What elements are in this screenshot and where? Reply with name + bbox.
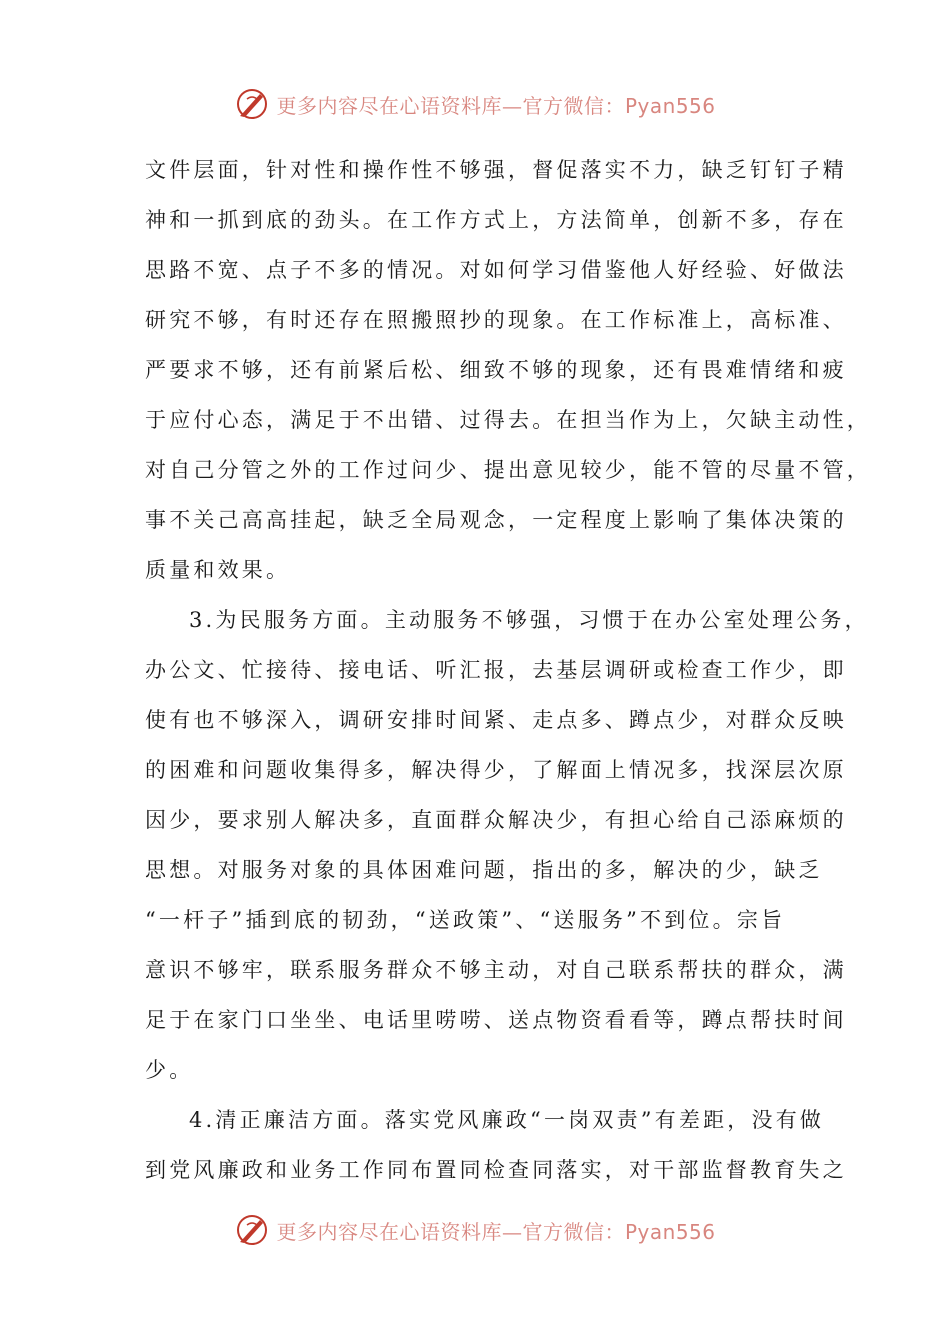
body-line: 办公文、忙接待、接电话、听汇报，去基层调研或检查工作少，即 xyxy=(145,658,847,682)
body-line: 对自己分管之外的工作过问少、提出意见较少，能不管的尽量不管， xyxy=(145,458,871,482)
body-line: 神和一抓到底的劲头。在工作方式上，方法简单，创新不多，存在 xyxy=(145,208,847,232)
body-line: 于应付心态，满足于不出错、过得去。在担当作为上，欠缺主动性， xyxy=(145,408,871,432)
body-line: “一杆子”插到底的韧劲，“送政策”、“送服务”不到位。宗旨 xyxy=(145,908,786,932)
body-line: 的困难和问题收集得多，解决得少，了解面上情况多，找深层次原 xyxy=(145,758,847,782)
body-line: 思想。对服务对象的具体困难问题，指出的多，解决的少，缺乏 xyxy=(145,858,823,882)
body-line: 到党风廉政和业务工作同布置同检查同落实，对干部监督教育失之 xyxy=(145,1158,847,1182)
pen-logo-icon xyxy=(234,1212,270,1248)
footer-banner-text: 更多内容尽在心语资料库—官方微信：Pyan556 xyxy=(276,1219,716,1244)
body-line: 思路不宽、点子不多的情况。对如何学习借鉴他人好经验、好做法 xyxy=(145,258,847,282)
body-line: 研究不够，有时还存在照搬照抄的现象。在工作标准上，高标准、 xyxy=(145,308,847,332)
body-line: 事不关己高高挂起，缺乏全局观念，一定程度上影响了集体决策的 xyxy=(145,508,847,532)
body-line: 意识不够牢，联系服务群众不够主动，对自己联系帮扶的群众，满 xyxy=(145,958,847,982)
header-banner-handle: Pyan556 xyxy=(624,93,716,118)
footer-banner xyxy=(0,1210,950,1250)
section-3-first-line: 3.为民服务方面。主动服务不够强，习惯于在办公室处理公务， xyxy=(189,608,869,632)
body-line: 严要求不够，还有前紧后松、细致不够的现象，还有畏难情绪和疲 xyxy=(145,358,847,382)
footer-banner-handle: Pyan556 xyxy=(624,1219,716,1244)
body-line: 足于在家门口坐坐、电话里唠唠、送点物资看看等，蹲点帮扶时间 xyxy=(145,1008,847,1032)
pen-logo-icon xyxy=(234,86,270,122)
header-banner-text: 更多内容尽在心语资料库—官方微信：Pyan556 xyxy=(276,93,716,118)
body-line: 使有也不够深入，调研安排时间紧、走点多、蹲点少，对群众反映 xyxy=(145,708,847,732)
body-line: 因少，要求别人解决多，直面群众解决少，有担心给自己添麻烦的 xyxy=(145,808,847,832)
body-line: 少。 xyxy=(145,1058,194,1082)
header-banner xyxy=(0,84,950,124)
section-4-first-line: 4.清正廉洁方面。落实党风廉政“一岗双责”有差距，没有做 xyxy=(189,1108,825,1132)
document-body xyxy=(145,150,871,1200)
body-line: 文件层面，针对性和操作性不够强，督促落实不力，缺乏钉钉子精 xyxy=(145,158,847,182)
body-line: 质量和效果。 xyxy=(145,558,291,582)
